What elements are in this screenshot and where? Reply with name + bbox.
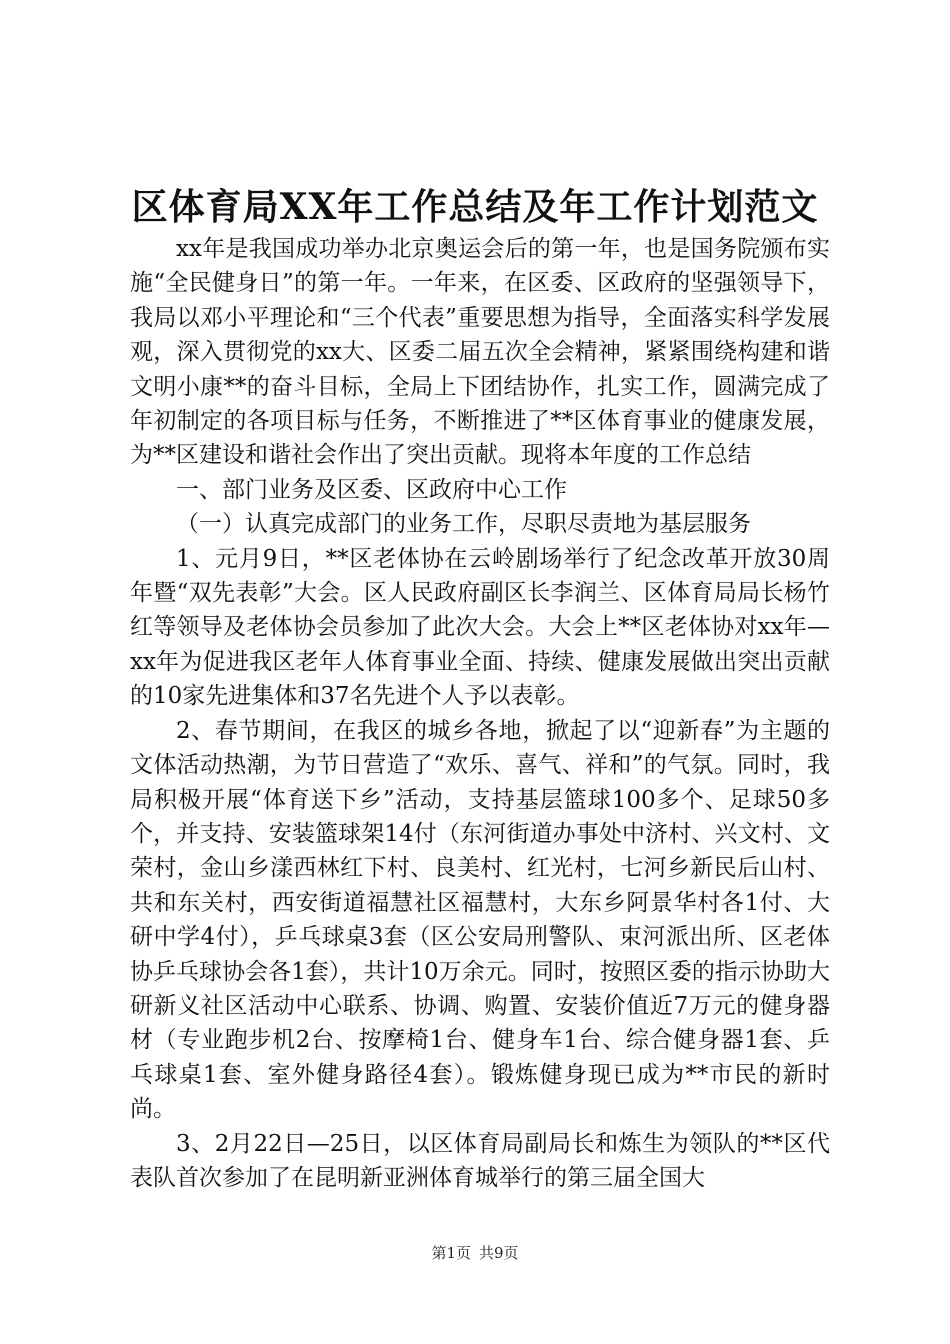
page-total: 共9页: [479, 1244, 519, 1262]
item-paragraph-2: 2、春节期间，在我区的城乡各地，掀起了以“迎新春”为主题的文体活动热潮，为节日营造了“欢乐、喜气、祥和”的气氛。同时，我局积极开展“体育送下乡”活动，支持基层篮球100多个、足球50多个，并支持、安装篮球架14付（东河街道办事处中济村、兴文村、文荣村，金山乡漾西林红下村、良美村、红光村，七河乡新民后山村、共和东关村，西安街道福慧社区福慧村，大东乡阿景华村各1付、大研中学4付），乒乓球桌3套（区公安局刑警队、束河派出所、区老体协乒乓球协会各1套），共计10万余元。同时，按照区委的指示协助大研新义社区活动中心联系、协调、购置、安装价值近7万元的健身器材（专业跑步机2台、按摩椅1台、健身车1台、综合健身器1套、乒乓球桌1套、室外健身路径4套）。锻炼健身现已成为**市民的新时尚。: [130, 717, 830, 1123]
item-paragraph-1: 1、元月9日，**区老体协在云岭剧场举行了纪念改革开放30周年暨“双先表彰”大会。区人民政府副区长李润兰、区体育局局长杨竹红等领导及老体协会员参加了此次大会。大会上**区老体协对xx年—xx年为促进我区老年人体育事业全面、持续、健康发展做出突出贡献的10家先进集体和37名先进个人予以表彰。: [130, 545, 830, 710]
page-footer: [0, 1242, 950, 1264]
subsection-heading: （一）认真完成部门的业务工作，尽职尽责地为基层服务: [176, 511, 751, 538]
section-heading: 一、部门业务及区委、区政府中心工作: [176, 476, 567, 503]
item-paragraph-3: 3、2月22日—25日，以区体育局副局长和炼生为领队的**区代表队首次参加了在昆明新亚洲体育城举行的第三届全国大: [130, 1130, 830, 1191]
intro-paragraph: xx年是我国成功举办北京奥运会后的第一年，也是国务院颁布实施“全民健身日”的第一年。一年来，在区委、区政府的坚强领导下，我局以邓小平理论和“三个代表”重要思想为指导，全面落实科学发展观，深入贯彻党的xx大、区委二届五次全会精神，紧紧围绕构建和谐文明小康**的奋斗目标，全局上下团结协作，扎实工作，圆满完成了年初制定的各项目标与任务，不断推进了**区体育事业的健康发展，为**区建设和谐社会作出了突出贡献。现将本年度的工作总结: [130, 236, 830, 469]
document-body: [130, 232, 830, 1195]
page-number: 第1页: [431, 1244, 471, 1262]
document-title: 区体育局XX年工作总结及年工作计划范文: [131, 186, 819, 228]
